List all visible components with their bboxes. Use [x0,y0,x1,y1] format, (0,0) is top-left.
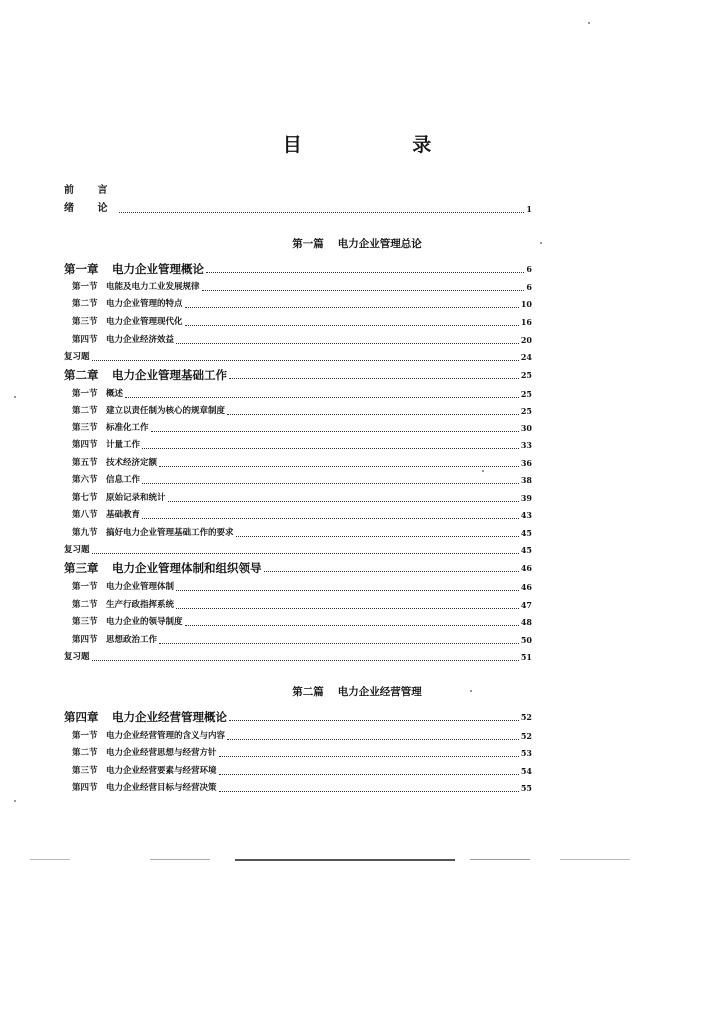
page-number: 24 [520,352,532,362]
page-number: 16 [520,317,532,327]
section-label: 第九节 [72,528,98,538]
section-label: 第六节 [72,475,98,485]
section-label: 第三节 [72,317,98,327]
section-label: 第一节 [72,731,98,741]
leader-dots [227,414,519,415]
section-label: 第二节 [72,748,98,758]
leader-dots [264,571,519,572]
toc-section[interactable] [64,633,532,647]
chapter-title: 电力企业管理体制和组织领导 [112,561,262,575]
toc-chapter[interactable] [64,561,532,575]
toc-label: 绪 论 [64,203,118,214]
page-number: 53 [520,748,532,758]
toc-section[interactable] [64,746,532,760]
toc-chapter[interactable] [64,368,532,382]
page-number: 43 [520,510,532,520]
leader-dots [176,590,519,591]
section-label: 第一节 [72,582,98,592]
scan-speck [14,800,16,802]
section-title: 概述 [106,389,124,399]
chapter-label: 第四章 [64,710,99,724]
toc-section[interactable] [64,387,532,401]
section-title: 电力企业经营思想与经营方针 [106,748,217,758]
section-label: 第五节 [72,458,98,468]
toc-section[interactable] [64,280,532,294]
section-label: 第四节 [72,440,98,450]
page-number: 39 [520,493,532,503]
chapter-label: 第一章 [64,262,99,276]
leader-dots [219,756,519,757]
toc-section[interactable] [64,580,532,594]
section-label: 第二节 [72,299,98,309]
review-label: 复习题 [64,545,90,555]
leader-dots [227,739,519,740]
page-number: 25 [520,406,532,416]
scan-rule [470,859,530,860]
section-title: 信息工作 [106,475,141,485]
page-number: 46 [520,563,532,573]
chapter-label: 第二章 [64,368,99,382]
leader-dots [229,720,519,721]
part-heading [0,684,714,699]
toc-section[interactable] [64,598,532,612]
section-title: 技术经济定额 [106,458,158,468]
part-label: 第一篇 [292,238,324,250]
toc-section[interactable] [64,491,532,505]
scan-rule [235,859,455,861]
page-number: 50 [520,635,532,645]
section-title: 电能及电力工业发展规律 [106,282,200,292]
section-title: 原始记录和统计 [106,493,166,503]
page-number: 52 [520,731,532,741]
page-number: 6 [526,264,532,274]
page-number: 52 [520,712,532,722]
leader-dots [142,483,519,484]
leader-dots [219,791,519,792]
scan-speck [14,396,16,398]
toc-section[interactable] [64,421,532,435]
leader-dots [185,625,519,626]
toc-section[interactable] [64,333,532,347]
section-title: 电力企业管理的特点 [106,299,183,309]
section-title: 生产行政指挥系统 [106,600,175,610]
toc-section[interactable] [64,315,532,329]
section-title: 思想政治工作 [106,635,158,645]
page-number: 54 [520,766,532,776]
review-label: 复习题 [64,652,90,662]
section-label: 第八节 [72,510,98,520]
part-title: 电力企业经营管理 [337,686,422,698]
toc-section[interactable] [64,438,532,452]
section-label: 第二节 [72,600,98,610]
leader-dots [219,774,519,775]
section-title: 电力企业经营目标与经营决策 [106,783,217,793]
page-number: 33 [520,440,532,450]
page-number: 30 [520,423,532,433]
page-number: 25 [520,370,532,380]
leader-dots [236,536,519,537]
section-label: 第三节 [72,617,98,627]
section-label: 第四节 [72,783,98,793]
leader-dots [206,272,524,273]
toc-review[interactable] [64,650,532,664]
leader-dots [229,378,519,379]
leader-dots [119,212,524,213]
toc-chapter[interactable] [64,262,532,276]
page-number: 47 [520,600,532,610]
section-label: 第一节 [72,282,98,292]
section-title: 计量工作 [106,440,141,450]
page-number: 10 [520,299,532,309]
section-title: 基础教育 [106,510,141,520]
toc-section[interactable] [64,764,532,778]
section-label: 第七节 [72,493,98,503]
toc-section[interactable] [64,781,532,795]
section-title: 电力企业经营要素与经营环境 [106,766,217,776]
section-label: 第三节 [72,766,98,776]
toc-front-preface[interactable] [64,184,532,198]
toc-chapter[interactable] [64,710,532,724]
page-number: 25 [520,389,532,399]
leader-dots [151,431,519,432]
toc-section[interactable] [64,404,532,418]
toc-review[interactable] [64,543,532,557]
chapter-title: 电力企业管理基础工作 [112,368,227,382]
part-label: 第二篇 [292,686,324,698]
toc-section[interactable] [64,456,532,470]
section-label: 第二节 [72,406,98,416]
section-title: 建立以责任制为核心的规章制度 [106,406,226,416]
toc-section[interactable] [64,508,532,522]
toc-section[interactable] [64,526,532,540]
leader-dots [176,343,519,344]
toc-section[interactable] [64,729,532,743]
leader-dots [176,608,519,609]
section-title: 电力企业管理体制 [106,582,175,592]
scan-rule [30,859,70,860]
page-number: 6 [526,282,532,292]
leader-dots [185,307,519,308]
leader-dots [202,290,525,291]
toc-section[interactable] [64,473,532,487]
section-label: 第四节 [72,335,98,345]
leader-dots [159,643,519,644]
section-title: 电力企业管理现代化 [106,317,183,327]
part-heading [0,236,714,251]
page-number: 1 [526,204,532,214]
page-number: 36 [520,458,532,468]
section-title: 电力企业的领导制度 [106,617,183,627]
leader-dots [92,360,519,361]
chapter-title: 电力企业管理概论 [112,262,204,276]
leader-dots [185,325,519,326]
scan-rule [560,859,630,860]
chapter-title: 电力企业经营管理概论 [112,710,227,724]
section-title: 搞好电力企业管理基础工作的要求 [106,528,234,538]
section-label: 第一节 [72,389,98,399]
leader-dots [168,501,519,502]
leader-dots [142,518,519,519]
scan-speck [588,22,590,24]
toc-review[interactable] [64,350,532,364]
section-title: 电力企业经济效益 [106,335,175,345]
page-number: 38 [520,475,532,485]
leader-dots [142,448,519,449]
leader-dots [92,660,519,661]
page-number: 20 [520,335,532,345]
page-title: 目 录 [282,134,484,156]
toc-section[interactable] [64,615,532,629]
review-label: 复习题 [64,352,90,362]
leader-dots [159,466,519,467]
toc-label: 前 言 [64,185,118,196]
page-number: 51 [520,652,532,662]
scan-speck [482,470,484,472]
leader-dots [125,397,519,398]
section-label: 第三节 [72,423,98,433]
scan-speck [540,242,542,244]
scan-rule [150,859,210,860]
toc-front-introduction[interactable] [64,202,532,216]
part-title: 电力企业管理总论 [337,238,422,250]
chapter-label: 第三章 [64,561,99,575]
page-number: 55 [520,783,532,793]
toc-section[interactable] [64,297,532,311]
leader-dots [92,553,519,554]
section-label: 第四节 [72,635,98,645]
scan-speck [470,690,472,692]
page-number: 48 [520,617,532,627]
page-number: 46 [520,582,532,592]
page-number: 45 [520,528,532,538]
section-title: 电力企业经营管理的含义与内容 [106,731,226,741]
page-number: 45 [520,545,532,555]
section-title: 标准化工作 [106,423,149,433]
